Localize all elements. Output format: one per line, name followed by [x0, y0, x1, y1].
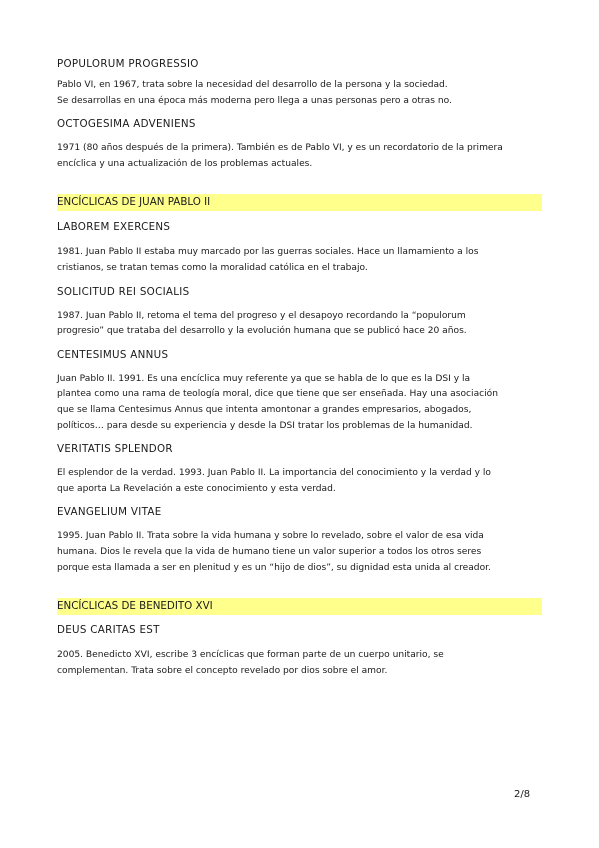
section-heading-centesimus: CENTESIMUS ANNUS [57, 348, 169, 361]
page-content [57, 56, 542, 679]
section-heading-octogesima: OCTOGESIMA ADVENIENS [57, 118, 196, 131]
section-text-solicitud: 1987. Juan Pablo II, retoma el tema del progreso y el desapoyo recordando la “populorum progresio” que trataba del desarrollo y la evolución humana que se publicó hace 20 años. [57, 310, 467, 337]
section-heading-laborem: LABOREM EXERCENS [57, 221, 171, 234]
section-text-deus-caritas: 2005. Benedicto XVI, escribe 3 encíclicas que forman parte de un cuerpo unitario, se complementan. Trata sobre el concepto revelado por dios sobre el amor. [57, 650, 444, 676]
section-text-evangelium: 1995. Juan Pablo II. Trata sobre la vida humana y sobre lo revelado, sobre el valor de esa vida humana. Dios le revela que la vida de humano tiene un valor superior a todos los otros seres porque esta llamada a ser en plenitud y es un “hijo de dios”, su dignidad esta unida al creador. [57, 531, 491, 573]
page-number: 2/8 [514, 789, 531, 800]
section-heading-veritatis: VERITATIS SPLENDOR [57, 443, 173, 456]
section-text-centesimus: Juan Pablo II. 1991. Es una encíclica muy referente ya que se habla de lo que es la DSI y la plantea como una rama de teología moral, dice que tiene que ser enseñada. Hay una asociación que se llama Centesimus Annus que intenta amontonar a grandes empresarios, abogados, políticos… para desde su experiencia y desde la DSI tratar los problemas de la humanidad. [57, 373, 499, 431]
group-heading-juan-pablo: ENCÍCLICAS DE JUAN PABLO II [57, 194, 542, 211]
section-heading-evangelium: EVANGELIUM VITAE [57, 506, 162, 519]
section-text-veritatis: El esplendor de la verdad. 1993. Juan Pablo II. La importancia del conocimiento y la verdad y lo que aporta La Revelación a este conocimiento y esta verdad. [57, 468, 491, 494]
section-heading-populorum: POPULORUM PROGRESSIO [57, 58, 199, 70]
group-heading-benedicto: ENCÍCLICAS DE BENEDITO XVI [57, 598, 542, 615]
section-heading-solicitud: SOLICITUD REI SOCIALIS [57, 285, 190, 298]
section-text-populorum: Pablo VI, en 1967, trata sobre la necesidad del desarrollo de la persona y la sociedad. Se desarrollas en una época más moderna pero llega a unas personas pero a otras no. [57, 80, 452, 106]
section-heading-deus-caritas: DEUS CARITAS EST [57, 624, 160, 637]
section-text-octogesima: 1971 (80 años después de la primera). También es de Pablo VI, y es un recordatorio de la primera encíclica y una actualización de los problemas actuales. [57, 143, 503, 169]
section-text-laborem: 1981. Juan Pablo II estaba muy marcado por las guerras sociales. Hace un llamamiento a los cristianos, se tratan temas como la moralidad católica en el trabajo. [57, 247, 479, 273]
